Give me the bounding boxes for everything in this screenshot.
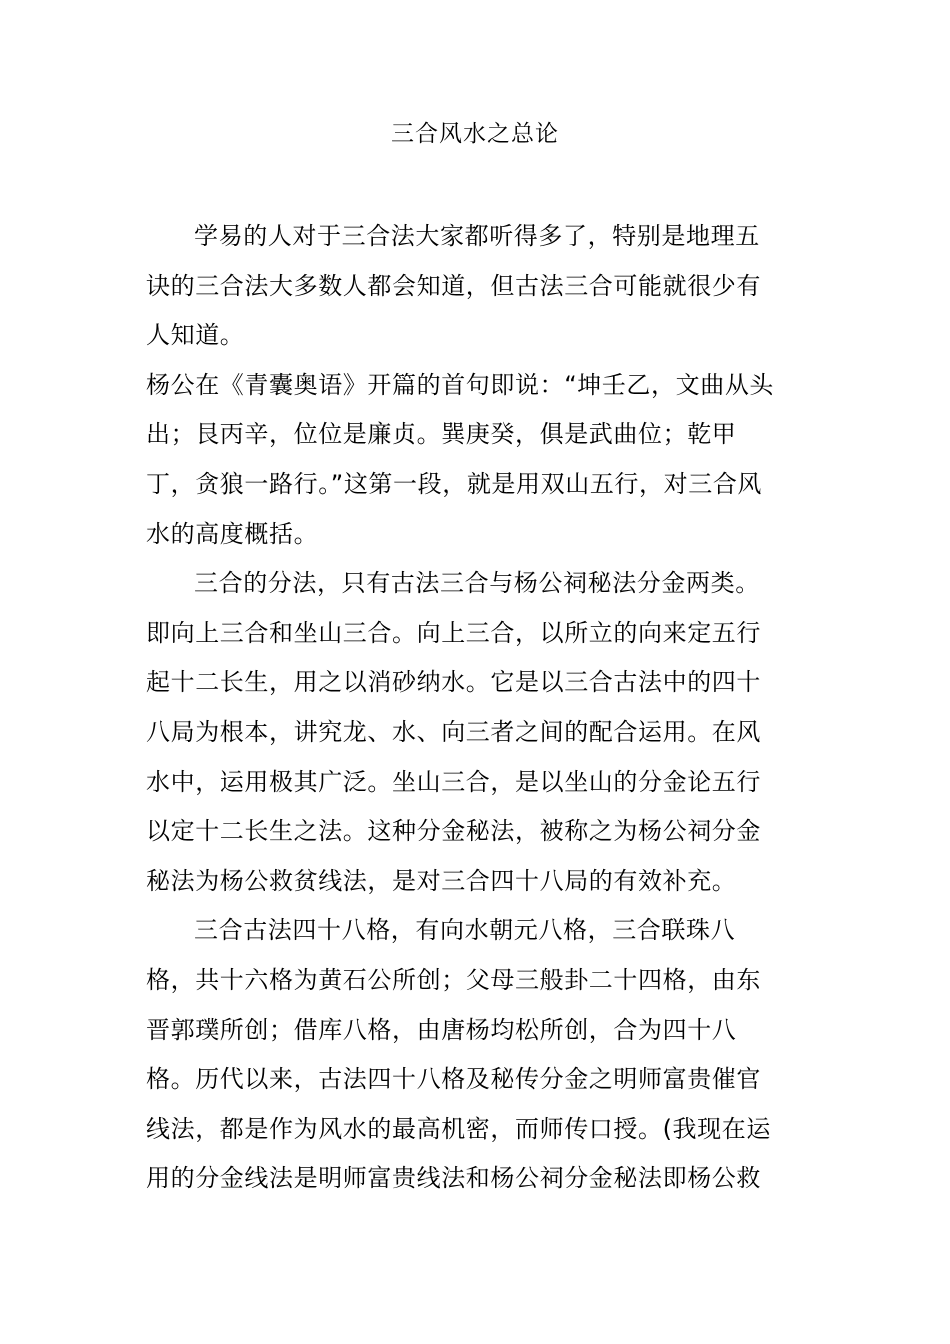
text-line: 八局为根本，讲究龙、水、向三者之间的配合运用。在风: [146, 717, 761, 746]
text-line: 杨公在《青囊奥语》开篇的首句即说：“坤壬乙，文曲从头: [146, 370, 775, 399]
text-line: 人知道。: [146, 321, 245, 350]
page-title: 三合风水之总论: [391, 121, 559, 147]
text-line: 水的高度概括。: [146, 519, 319, 548]
text-line: 丁，贪狼一路行。”这第一段，就是用双山五行，对三合风: [146, 469, 763, 498]
text-line: 即向上三合和坐山三合。向上三合，以所立的向来定五行: [146, 618, 761, 647]
text-line: 起十二长生，用之以消砂纳水。它是以三合古法中的四十: [146, 668, 761, 697]
text-line: 三合古法四十八格，有向水朝元八格，三合联珠八: [194, 916, 736, 945]
text-line: 格，共十六格为黄石公所创；父母三般卦二十四格，由东: [146, 965, 761, 994]
body-text: [146, 212, 806, 1204]
text-line: 用的分金线法是明师富贵线法和杨公祠分金秘法即杨公救: [146, 1164, 761, 1193]
text-line: 水中，运用极其广泛。坐山三合，是以坐山的分金论五行: [146, 767, 761, 796]
text-line: 线法，都是作为风水的最高机密，而师传口授。(我现在运: [146, 1114, 771, 1143]
text-line: 学易的人对于三合法大家都听得多了，特别是地理五: [194, 222, 760, 250]
text-line: 出；艮丙辛，位位是廉贞。巽庚癸，俱是武曲位；乾甲: [146, 420, 737, 449]
text-line: 诀的三合法大多数人都会知道，但古法三合可能就很少有: [146, 271, 761, 300]
text-line: 秘法为杨公救贫线法，是对三合四十八局的有效补充。: [146, 866, 737, 895]
text-line: 以定十二长生之法。这种分金秘法，被称之为杨公祠分金: [146, 817, 761, 846]
text-line: 格。历代以来，古法四十八格及秘传分金之明师富贵催官: [146, 1065, 761, 1094]
text-line: 三合的分法，只有古法三合与杨公祠秘法分金两类。: [194, 569, 760, 598]
text-line: 晋郭璞所创；借库八格，由唐杨均松所创，合为四十八: [146, 1015, 737, 1044]
